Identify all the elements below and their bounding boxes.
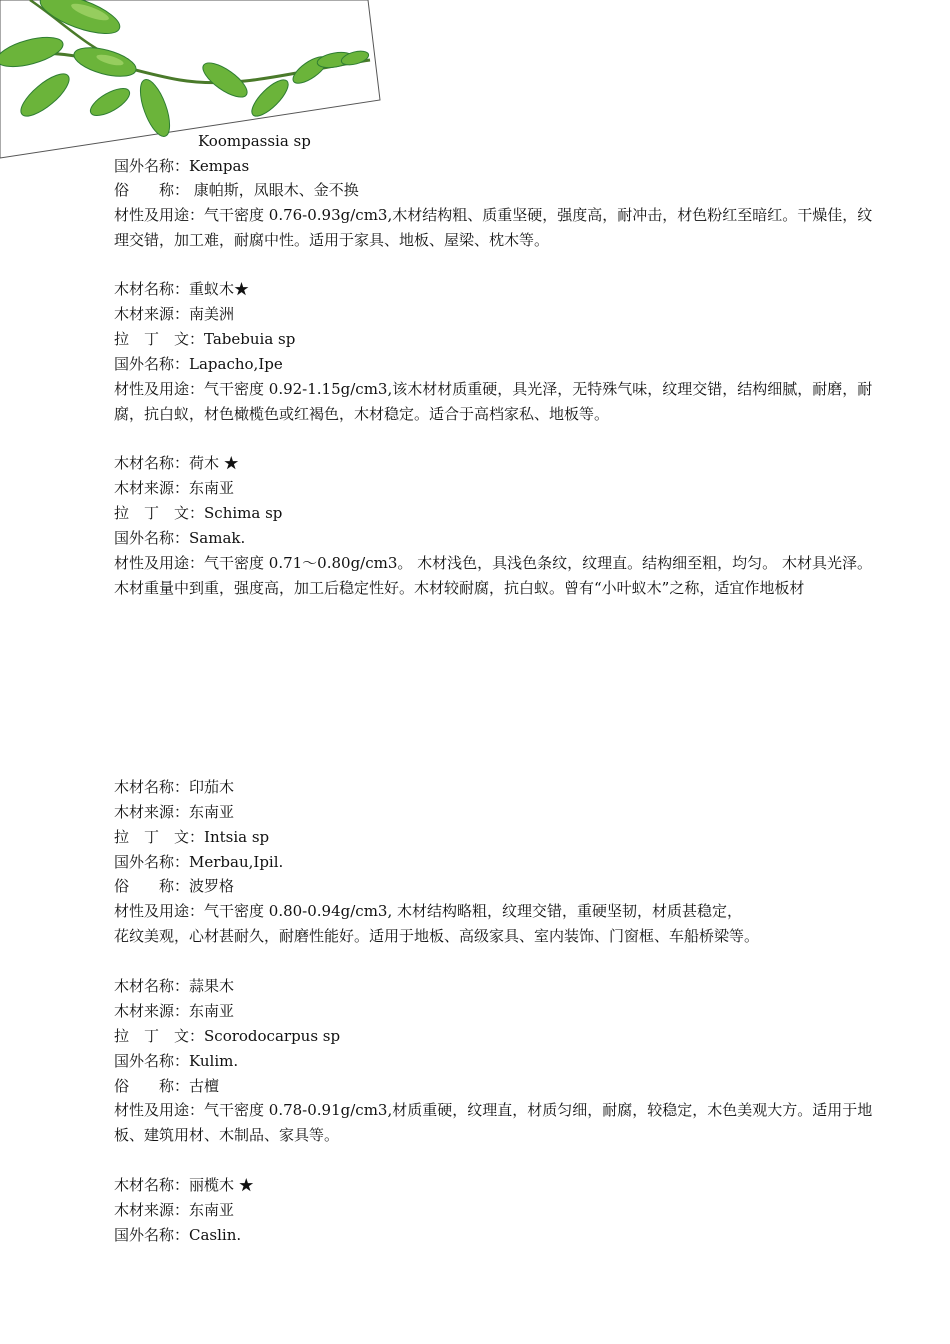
- text-line: [114, 999, 874, 1024]
- text-line: [114, 302, 874, 327]
- field-label: 俗 称：: [114, 877, 190, 895]
- field-value: Samak.: [189, 529, 246, 547]
- text-line: [114, 1024, 874, 1049]
- field-label: 材性及用途：: [114, 380, 205, 398]
- field-label: 国外名称：: [114, 853, 190, 871]
- field-label: 国外名称：: [114, 355, 190, 373]
- field-value: 气干密度 0.78-0.91g/cm3,材质重硬，纹理直，材质匀细，耐腐，较稳定，木色美观大方。适用于地板、建筑用材、木制品、家具等。: [114, 1101, 873, 1144]
- field-label: 木材名称：: [114, 454, 190, 472]
- field-value: 印茄木: [189, 778, 235, 796]
- field-value: 气干密度 0.80-0.94g/cm3, 木材结构略粗，纹理交错，重硬坚韧，材质甚稳定，: [204, 902, 743, 920]
- text-line: [114, 377, 874, 427]
- field-value: 康帕斯，凤眼木、金不换: [189, 181, 359, 199]
- field-value: 气干密度 0.92-1.15g/cm3,该木材材质重硬，具光泽，无特殊气味，纹理交错，结构细腻，耐磨，耐腐，抗白蚁，材色橄榄色或红褐色，木材稳定。适合于高档家私、地板等。: [114, 380, 873, 423]
- text-line: [114, 850, 874, 875]
- text-line: [114, 775, 874, 800]
- field-value: 荷木 ★: [189, 454, 239, 472]
- field-label: 材性及用途：: [114, 902, 205, 920]
- field-value: 东南亚: [189, 1201, 235, 1219]
- text-line: [114, 352, 874, 377]
- field-label: 拉 丁 文：: [114, 504, 205, 522]
- text-line: [114, 899, 874, 924]
- field-label: 俗 称：: [114, 181, 190, 199]
- text-line: [114, 1074, 874, 1099]
- field-value: 南美洲: [189, 305, 235, 323]
- field-value: 东南亚: [189, 1002, 235, 1020]
- field-value: Schima sp: [204, 504, 283, 522]
- field-value: 气干密度 0.71～0.80g/cm3。 木材浅色，具浅色条纹，纹理直。结构细至粗，均匀。 木材具光泽。木材重量中到重，强度高，加工后稳定性好。木材较耐腐，抗白蚁。曾有“小叶蚁木”之称，适宜作地板材: [114, 554, 872, 597]
- text-line: [114, 800, 874, 825]
- field-value: Tabebuia sp: [204, 330, 296, 348]
- text-line: [114, 924, 874, 949]
- text-line: [114, 476, 874, 501]
- field-label: 木材来源：: [114, 305, 190, 323]
- field-value: 丽榄木 ★: [189, 1176, 254, 1194]
- text-line: [114, 451, 874, 476]
- field-label: 木材名称：: [114, 1176, 190, 1194]
- text-line: [114, 277, 874, 302]
- text-line: [198, 129, 950, 154]
- text-line: [114, 1049, 874, 1074]
- field-label: 材性及用途：: [114, 206, 205, 224]
- field-label: 木材来源：: [114, 803, 190, 821]
- field-label: 木材来源：: [114, 1201, 190, 1219]
- text-line: [114, 551, 874, 601]
- field-value: 波罗格: [189, 877, 235, 895]
- field-value: Intsia sp: [204, 828, 270, 846]
- field-value: Merbau,Ipil.: [189, 853, 284, 871]
- text-line: [114, 825, 874, 850]
- field-label: 木材来源：: [114, 1002, 190, 1020]
- text-line: [114, 1198, 874, 1223]
- field-value: 气干密度 0.76-0.93g/cm3,木材结构粗、质重坚硬，强度高，耐冲击，材色粉红至暗红。干燥佳，纹理交错，加工难，耐腐中性。适用于家具、地板、屋梁、枕木等。: [114, 206, 873, 249]
- field-value: 花纹美观，心材甚耐久，耐磨性能好。适用于地板、高级家具、室内装饰、门窗框、车船桥梁等。: [114, 927, 760, 945]
- field-value: 蒜果木: [189, 977, 235, 995]
- field-value: Scorodocarpus sp: [204, 1027, 341, 1045]
- field-value: Koompassia sp: [198, 132, 311, 150]
- field-value: 重蚁木★: [189, 280, 250, 298]
- field-label: 木材名称：: [114, 778, 190, 796]
- field-label: 俗 称：: [114, 1077, 190, 1095]
- text-line: [114, 154, 874, 179]
- text-line: [114, 1098, 874, 1148]
- field-label: 拉 丁 文：: [114, 1027, 205, 1045]
- field-label: 木材名称：: [114, 977, 190, 995]
- field-label: 木材名称：: [114, 280, 190, 298]
- field-label: 拉 丁 文：: [114, 828, 205, 846]
- text-line: [114, 526, 874, 551]
- field-value: Kempas: [189, 157, 250, 175]
- field-value: 东南亚: [189, 803, 235, 821]
- text-line: [114, 327, 874, 352]
- field-value: Lapacho,Ipe: [189, 355, 283, 373]
- field-label: 拉 丁 文：: [114, 330, 205, 348]
- text-line: [114, 974, 874, 999]
- text-line: [114, 178, 874, 203]
- text-line: [114, 874, 874, 899]
- field-value: 古檀: [189, 1077, 220, 1095]
- field-value: 东南亚: [189, 479, 235, 497]
- field-label: 国外名称：: [114, 1052, 190, 1070]
- text-line: [114, 1173, 874, 1198]
- field-label: 材性及用途：: [114, 1101, 205, 1119]
- field-value: Caslin.: [189, 1226, 242, 1244]
- text-line: [114, 501, 874, 526]
- field-label: 木材来源：: [114, 479, 190, 497]
- text-line: [114, 203, 874, 253]
- field-label: 国外名称：: [114, 1226, 190, 1244]
- text-line: [114, 1223, 874, 1248]
- field-label: 国外名称：: [114, 157, 190, 175]
- field-value: Kulim.: [189, 1052, 239, 1070]
- field-label: 国外名称：: [114, 529, 190, 547]
- field-label: 材性及用途：: [114, 554, 205, 572]
